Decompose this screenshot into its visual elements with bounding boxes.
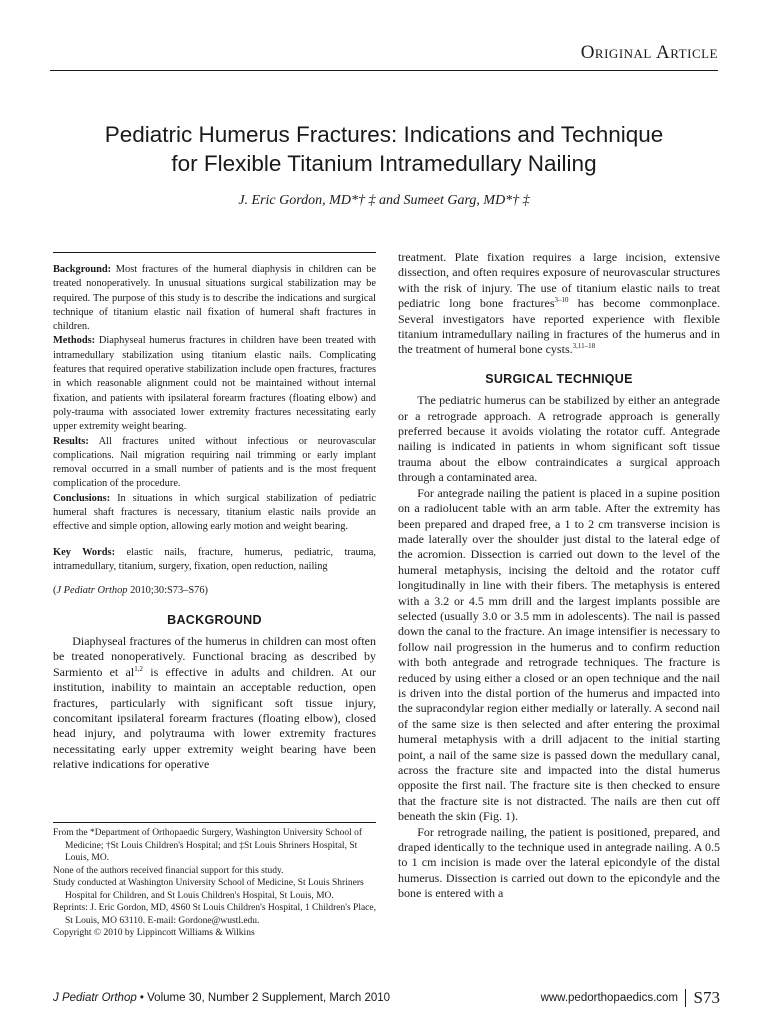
right-text-b: has become commonplace. Several investigators have reported experience with flexible titanium intramedullary nailing in fractures of the humerus and in the treatment of humeral bone cysts. [398, 296, 720, 357]
section-label: Original Article [580, 42, 718, 63]
abstract-background [53, 263, 376, 334]
citation-journal: J Pediatr Orthop [56, 585, 128, 597]
abstract-background-text: Most fractures of the humeral diaphysis in children can be treated nonoperatively. In unusual situations surgical stabilization may be required. The purpose of this study is to describe the indications and surgical technique of titanium elastic nail fixation of humeral shaft fractures in children. [53, 264, 376, 333]
reference-sup: 3,11–18 [572, 342, 596, 351]
page-number: S73 [693, 988, 720, 1007]
abstract [53, 252, 376, 773]
footer-website: www.pedorthopaedics.com [540, 992, 678, 1004]
footnotes [53, 822, 376, 940]
abstract-conclusions-text: In situations in which surgical stabilization of pediatric humeral shaft fractures is necessary, titanium elastic nails provide an effective and simple option, allowing early motion and weight bearing. [53, 492, 376, 533]
abstract-methods [53, 334, 376, 434]
background-text-b: is effective in adults and children. At our institution, inability to maintain an acceptable reduction, open fractures, particularly with significant soft tissue injury, concomitant ipsilateral forearm fractures (floating elbow), closed head injury, and polytrauma with lower extremity fractures necessitating early upper extremity weight bearing have been relative indications for operative [53, 664, 376, 772]
background-section [53, 613, 376, 773]
right-paragraph-2: For antegrade nailing the patient is placed in a supine position on a radiolucent table with an arm table. After the extremity has been prepared and draped free, a 1 to 2 cm transverse incision is made laterally over the shoulder just distal to the lateral edge of the acromion. Dissection is carried out down to the level of the humeral metaphysis, incising the deltoid and the rotator cuff longitudinally in line with their fibers. The metaphysis is entered with a 3.2 or 4.5 mm drill and the largest implants possible are selected (usually 3.0 or 3.5 mm in adolescents). The nail is passed down the canal to the fracture. An image intensifier is necessary to follow nail progression in the humerus and to confirm reduction with both antegrade and retrograde techniques. The fracture is reduced by using either a closed or an open technique and the nail is driven into the distal portion of the humerus and impacted into the supracondylar region either medially or laterally. A second nail of the same size is then selected and after entering the proximal humeral metaphysis with a drill adjacent to the initial starting point, a nail of the same size is passed down the medullary canal, across the fracture site and impacted into the distal humerus opposite the first nail. The fracture site is then checked to ensure that the fracture site is not distracted. The nails are then cut off beneath the skin (Fig. 1). [398, 485, 720, 824]
abstract-conclusions [53, 492, 376, 535]
header-rule [50, 70, 718, 71]
footnote-reprints: Reprints: J. Eric Gordon, MD, 4S60 St Louis Children's Hospital, 1 Children's Place, St Louis, MO 63110. E-mail: Gordone@wustl.edu. [53, 903, 376, 926]
right-paragraph-3: For retrograde nailing, the patient is positioned, prepared, and draped identically to the technique used in antegrade nailing. A 0.5 to 1 cm incision is made over the lateral epicondyle of the distal humerus. Dissection is carried out down to the epicondyle and the bone is entered with a [398, 824, 720, 901]
citation-rest: 2010;30:S73–S76) [127, 585, 209, 597]
abstract-results [53, 435, 376, 492]
abstract-background-label: Background: [53, 264, 112, 275]
footnote-affiliation: From the *Department of Orthopaedic Surgery, Washington University School of Medicine; †St Louis Children's Hospital; and ‡St Louis Shriners Hospital, St Louis, MO. [53, 828, 363, 863]
right-text-a: treatment. Plate fixation requires a large incision, extensive dissection, and often requires exposure of neurovascular structures with the risk of injury. The use of titanium elastic nails to treat pediatric long bone fractures [398, 250, 720, 311]
reference-sup: 3–10 [554, 296, 569, 305]
title-line-1: Pediatric Humerus Fractures: Indications and Technique [104, 122, 664, 147]
right-column [398, 250, 720, 902]
title-line-2: for Flexible Titanium Intramedullary Nailing [171, 151, 597, 176]
footnote-study: Study conducted at Washington University School of Medicine, St Louis Shriners Hospital for Children, and St Louis Children's Hospital, St Louis, MO. [53, 878, 364, 901]
key-words [53, 546, 376, 575]
page-footer [53, 988, 720, 1008]
surgical-technique-heading: SURGICAL TECHNIQUE [485, 371, 633, 386]
abstract-results-text: All fractures united without infectious or neurovascular complications. Nail migration requiring nail trimming or early implant removal occurred in a small number of patients and is the most frequent complication of the procedure. [53, 435, 376, 490]
abstract-results-label: Results: [53, 435, 89, 447]
background-text-a: Diaphyseal fractures of the humerus in children can most often be treated nonoperatively. Functional bracing as described by Sarmiento et al [53, 633, 376, 679]
footnote-funding: None of the authors received financial support for this study. [53, 865, 284, 876]
abstract-methods-text: Diaphyseal humerus fractures in children have been treated with intramedullary stabilization using titanium elastic nails. Complicating features that required operative stabilization include open fractures, fractures in which reasonable alignment could not be maintained without internal fixation, and patients with ipsilateral forearm fractures (floating elbow) and poly-trauma with associated lower extremity fractures necessitating early upper extremity weight bearing. [53, 335, 376, 433]
right-paragraph-0 [398, 250, 720, 358]
footer-journal-issue: • Volume 30, Number 2 Supplement, March 2010 [136, 992, 391, 1004]
citation: (J Pediatr Orthop 2010;30:S73–S76) [53, 585, 209, 597]
background-heading: BACKGROUND [167, 612, 262, 627]
footer-divider [685, 989, 686, 1007]
background-paragraph [53, 634, 376, 773]
footnote-copyright: Copyright © 2010 by Lippincott Williams & Wilkins [53, 928, 255, 938]
right-paragraph-1: The pediatric humerus can be stabilized by either an antegrade or a retrograde approach. A retrograde approach is generally preferred because it avoids violating the rotator cuff. Antegrade nailing is indicated in patients in whom significant soft tissue trauma about the elbow contraindicates a surgical approach through a contaminated area. [398, 393, 720, 485]
key-words-text: elastic nails, fracture, humerus, pediatric, trauma, intramedullary, titanium, surgery, fixation, open reduction, nailing [53, 546, 376, 572]
article-title [40, 120, 728, 178]
footer-journal [53, 992, 390, 1004]
key-words-label: Key Words: [53, 546, 116, 558]
abstract-conclusions-label: Conclusions: [53, 492, 111, 504]
abstract-methods-label: Methods: [53, 335, 96, 347]
footer-journal-name: J Pediatr Orthop [53, 992, 137, 1004]
reference-sup: 1,2 [134, 664, 143, 673]
authors: J. Eric Gordon, MD*† ‡ and Sumeet Garg, MD*† ‡ [238, 193, 530, 208]
